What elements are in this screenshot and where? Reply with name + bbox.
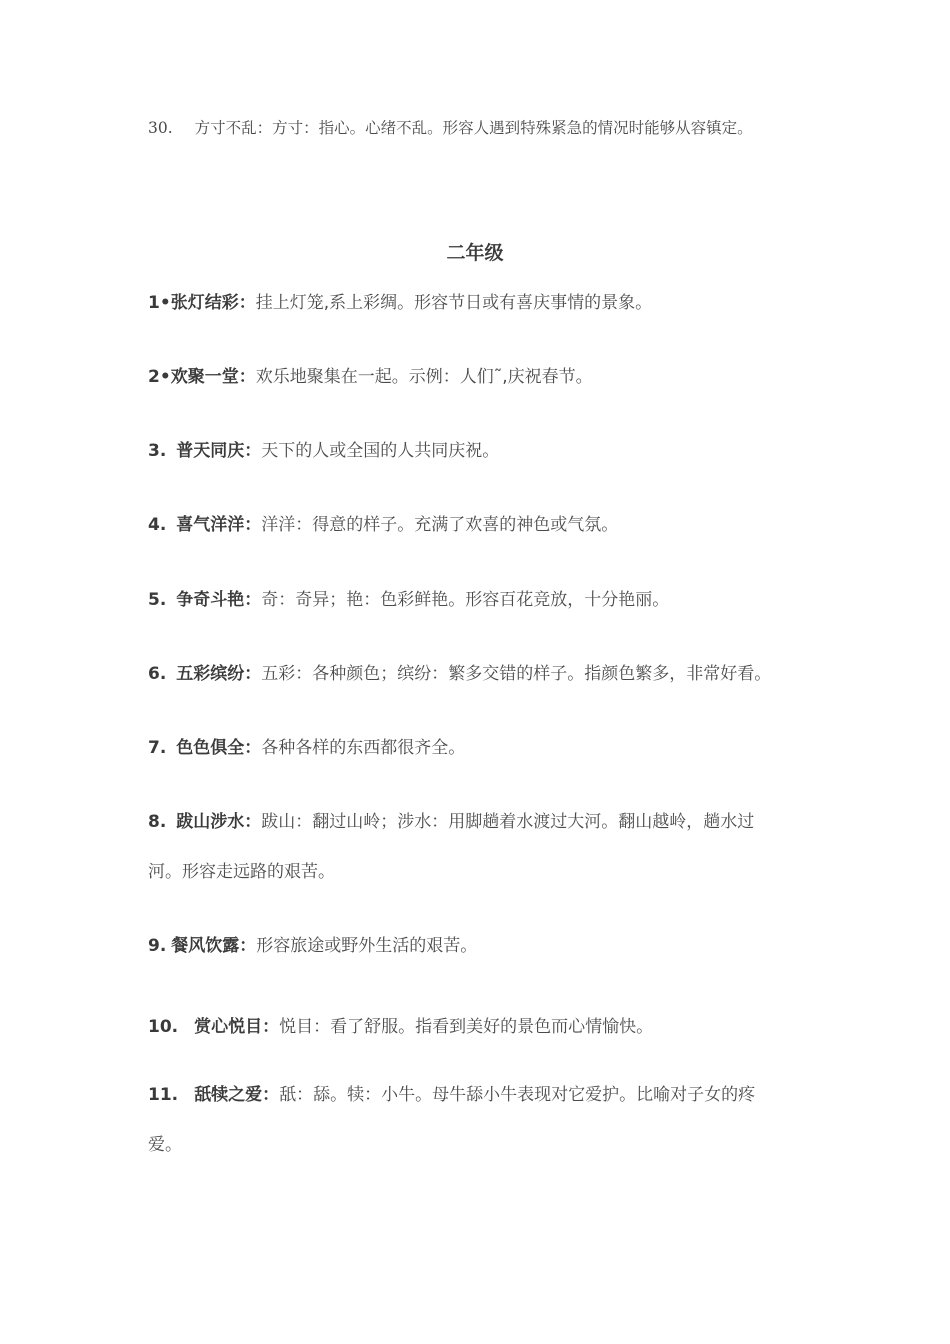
idiom-entry [148, 663, 771, 685]
entry-definition: 挂上灯笼,系上彩绸。形容节日或有喜庆事情的景象。 [255, 293, 653, 313]
entry-number: 10. [148, 1017, 179, 1037]
entry-number: 5. [148, 590, 167, 610]
entry-definition-continued: 爱。 [148, 1135, 182, 1155]
section-heading: 二年级 [446, 242, 504, 264]
entry-term: 跋山涉水： [176, 812, 262, 832]
entry-definition-continued: 河。形容走远路的艰苦。 [148, 862, 335, 882]
entry-number: 30. [148, 119, 173, 137]
entry-term: 赏心悦目： [194, 1017, 280, 1037]
idiom-entry [148, 737, 465, 759]
idiom-entry-continuation [148, 1134, 182, 1156]
idiom-entry [148, 292, 652, 314]
entry-number: 4. [148, 515, 167, 535]
idiom-entry-30 [148, 117, 753, 139]
entry-definition: 洋洋：得意的样子。充满了欢喜的神色或气氛。 [261, 515, 619, 535]
entry-term: 五彩缤纷： [176, 664, 262, 684]
entry-term: 色色俱全： [176, 738, 262, 758]
entry-text: 方寸不乱：方寸：指心。心绪不乱。形容人遇到特殊紧急的情况时能够从容镇定。 [194, 119, 753, 137]
entry-term: 舐犊之爱： [194, 1085, 280, 1105]
entry-term: 喜气洋洋： [176, 515, 262, 535]
entry-number: 2• [148, 367, 171, 387]
entry-definition: 形容旅途或野外生活的艰苦。 [256, 936, 478, 956]
entry-number: 8. [148, 812, 167, 832]
idiom-entry [148, 1016, 653, 1038]
entry-definition: 各种各样的东西都很齐全。 [261, 738, 466, 758]
entry-number: 3. [148, 441, 167, 461]
idiom-entry [148, 935, 477, 957]
entry-term: 欢聚一堂： [170, 367, 256, 387]
idiom-entry [148, 514, 618, 536]
entry-number: 6. [148, 664, 167, 684]
entry-definition: 舐：舔。犊：小牛。母牛舔小牛表现对它爱护。比喻对子女的疼 [279, 1085, 756, 1105]
entry-definition: 奇：奇异；艳：色彩鲜艳。形容百花竞放，十分艳丽。 [261, 590, 670, 610]
entry-definition: 悦目：看了舒服。指看到美好的景色而心情愉快。 [279, 1017, 654, 1037]
entry-definition: 五彩：各种颜色；缤纷：繁多交错的样子。指颜色繁多，非常好看。 [261, 664, 772, 684]
entry-term: 争奇斗艳： [176, 590, 262, 610]
entry-number: 7. [148, 738, 167, 758]
entry-number: 9. [148, 936, 167, 956]
entry-definition: 欢乐地聚集在一起。示例：人们˜,庆祝春节。 [255, 367, 593, 387]
idiom-entry-continuation [148, 861, 335, 883]
entry-number: 11. [148, 1085, 179, 1105]
entry-term: 餐风饮露： [171, 936, 257, 956]
idiom-entry [148, 366, 593, 388]
idiom-entry [148, 589, 669, 611]
idiom-entry [148, 811, 754, 833]
entry-term: 普天同庆： [176, 441, 262, 461]
idiom-entry [148, 440, 499, 462]
entry-definition: 跋山：翻过山岭；涉水：用脚趟着水渡过大河。翻山越岭，趟水过 [261, 812, 755, 832]
entry-number: 1• [148, 293, 171, 313]
entry-term: 张灯结彩： [170, 293, 256, 313]
idiom-entry [148, 1084, 755, 1106]
entry-definition: 天下的人或全国的人共同庆祝。 [261, 441, 500, 461]
